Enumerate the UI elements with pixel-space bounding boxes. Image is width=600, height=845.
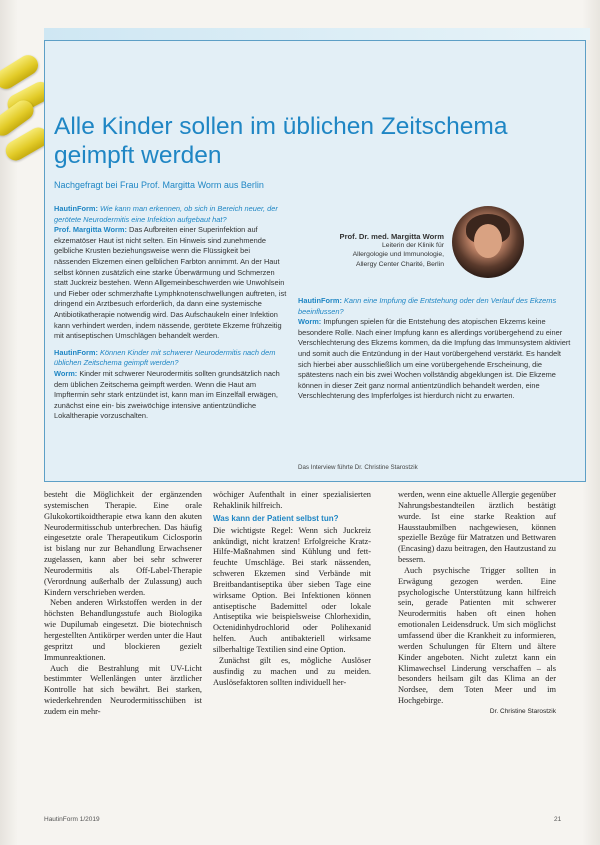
answer-1: Das Aufbreiten einer Superinfektion auf ekzematöser Haut ist nicht selten. Ein Hinweis sind zunehmende gelbliche Krusten beziehungsweise wenn die Flüssigkeit bei nässenden Ekzemen einen gelblichen Farbton annimmt. An der Haut selbst können zusätzlich eine starke Überwärmung und Schmerzen statt Juckreiz bestehen. Wenn Allgemeinbeschwerden wie Unwohlsein und Fieber oder schmerzhafte Lymphknotenschwellungen auftreten, ist dringend ein Arztbesuch erforderlich, da dann eine systemische Antibiotikatherapie notwendig wird. Das Aufschaukeln einer Infektion kann verhindert werden, indem nässende, gerötete Ekzeme frühzeitig mit antiseptischen Umschlägen behandelt werden.: [54, 225, 287, 341]
footer-issue: HautinForm 1/2019: [44, 816, 100, 823]
portrait-photo: [452, 206, 524, 278]
interview-left-column: [54, 204, 288, 428]
paragraph: Auch psychische Trigger sollten in Erwägung gezogen werden. Eine psychologische Unterstützung kann hilfreich sein, gerade Patienten mit schwerer Neurodermitis haben oft einen hohen emotionalen Leidensdruck. Um sich möglichst umfassend über die Krankheit zu informieren, werden Schulungen für Eltern und ältere Kinder angeboten. Nicht zuletzt kann ein Klimawechsel Linderung verschaffen – als besonders heilsam gilt das Klima an der Nordsee, dem Toten Meer und im Hochgebirge.: [398, 565, 556, 706]
paragraph: wöchiger Aufenthalt in einer spezialisierten Rehaklinik hilfreich.: [213, 490, 371, 510]
answer-2: Kinder mit schwerer Neurodermitis sollten grundsätzlich nach dem üblichen Zeitschema geimpft werden. Wenn die Haut am Impftermin sehr stark entzündet ist, kann man im Einzelfall erwägen, zunächst eine ein- bis zweiwöchige intensive antientzündliche Lokaltherapie vorzuschalten.: [54, 368, 280, 421]
interview-credit: Das Interview führte Dr. Christine Starostzik: [298, 464, 418, 471]
paragraph: Zunächst gilt es, mögliche Auslöser ausfindig zu machen und zu meiden. Auslösefaktoren sollten individuell her-: [213, 655, 371, 687]
answer-3: Impfungen spielen für die Entstehung des atopischen Ekzems keine besondere Rolle. Nach einer Impfung kann es allerdings vorübergehend zu einer Verschlechterung des Ekzems kommen, da die Impfung das Immunsystem aktiviert und somit auch die Entzündung in der Haut vorübergehend verstärkt. Es handelt sich hierbei aber ausschließlich um eine vorübergehende Erscheinung, die spätestens nach ein bis zwei Wochen vollständig abgeklungen ist. Die Ekzeme können in dieser Zeit ganz normal antientzündlich behandelt werden, eine Verschlechterung des Impferfolges ist hierdurch nicht zu erwarten.: [298, 317, 571, 401]
question-1: Wie kann man erkennen, ob sich in Bereich neuer, der gerötete Neurodermitis eine Infektion aufgebaut hat?: [54, 204, 278, 224]
top-color-strip: [44, 28, 590, 40]
page-number: 21: [554, 816, 562, 823]
portrait-caption: [312, 232, 444, 269]
paragraph: besteht die Möglichkeit der ergänzenden systemischen Therapie. Eine orale Glukokortikoidtherapie etwa kann den akuten Neurodermitisschub unterbrechen. Das häufig eingesetzte orale Therapeutikum Ciclosporin ist bislang nur zur Behandlung Erwachsener zugelassen, kann aber bei sehr schwerer Neurodermitis als Off-Label-Therapie (Verordnung außerhalb der Zulassung) auch Kindern verschrieben werden.: [44, 490, 202, 597]
section-heading: Was kann der Patient selbst tun?: [213, 513, 339, 523]
paragraph: Neben anderen Wirkstoffen werden in der höchsten Behandlungsstufe auch Biologika wie Dupilumab eingesetzt. Die biotechnisch hergestellten Antikörper werden unter die Haut gespritzt und blockieren gezielt Immunreaktionen.: [44, 598, 202, 662]
author-signature: Dr. Christine Starostzik: [489, 707, 556, 715]
answer-label: Prof. Margitta Worm:: [54, 225, 127, 235]
question-2: Können Kinder mit schwerer Neurodermitis nach dem üblichen Zeitschema geimpft werden?: [54, 347, 276, 368]
article-title: Alle Kinder sollen im üblichen Zeitschema geimpft werden: [54, 113, 508, 169]
paragraph: Auch die Bestrahlung mit UV-Licht bestimmter Wellenlängen unter ärztlicher Kontrolle hat sich bewährt. Bei starken, wiederkehrenden Neurodermitisschüben ist zudem ein mehr-: [44, 663, 202, 716]
question-label: HautinForm:: [54, 347, 98, 357]
question-label: HautinForm:: [54, 204, 98, 213]
body-column-1: [44, 490, 202, 718]
portrait-role-2: Allergologie und Immunologie,: [352, 251, 444, 259]
answer-label: Worm:: [298, 317, 322, 327]
portrait-role-3: Allergy Center Charité, Berlin: [355, 260, 444, 268]
body-column-2: [213, 490, 371, 688]
interview-right-column: [298, 296, 576, 408]
paragraph: Die wichtigste Regel: Wenn sich Juckreiz ankündigt, nicht kratzen! Erfolgreiche Kratz-Hilfe-Maßnahmen sind Kühlung und fett-feuchte Umschläge. Bei stark nässenden, schweren Ekzemen sind Verbände mit Breitbandantiseptika über sieben Tage eine wirksame Option. Bei Infektionen können antiseptische Bademittel oder lokale Antiseptika wie beispielsweise Chlorhexidin, Octenidinhydrochlorid oder Polihexanid helfen. Auch antibakteriell wirksame silberhaltige Textilien sind eine Option.: [213, 525, 371, 654]
article-subtitle: Nachgefragt bei Frau Prof. Margitta Worm aus Berlin: [54, 180, 264, 190]
body-column-3: [398, 490, 556, 718]
portrait-name: Prof. Dr. med. Margitta Worm: [339, 232, 444, 241]
question-3: Kann eine Impfung die Entstehung oder den Verlauf des Ekzems beeinflussen?: [298, 296, 557, 316]
paragraph: werden, wenn eine aktuelle Allergie gegenüber Nahrungsbestandteilen ärztlich bestätigt wurde. Ist eine starke Reaktion auf Hausstaubmilben nachgewiesen, können spezielle Bezüge für Matratzen und Bettwaren (Encasing) dazu beitragen, den Hautzustand zu bessern.: [398, 490, 556, 565]
question-label: HautinForm:: [298, 296, 342, 305]
answer-label: Worm:: [54, 368, 78, 378]
portrait-role-1: Leiterin der Klinik für: [382, 242, 444, 250]
